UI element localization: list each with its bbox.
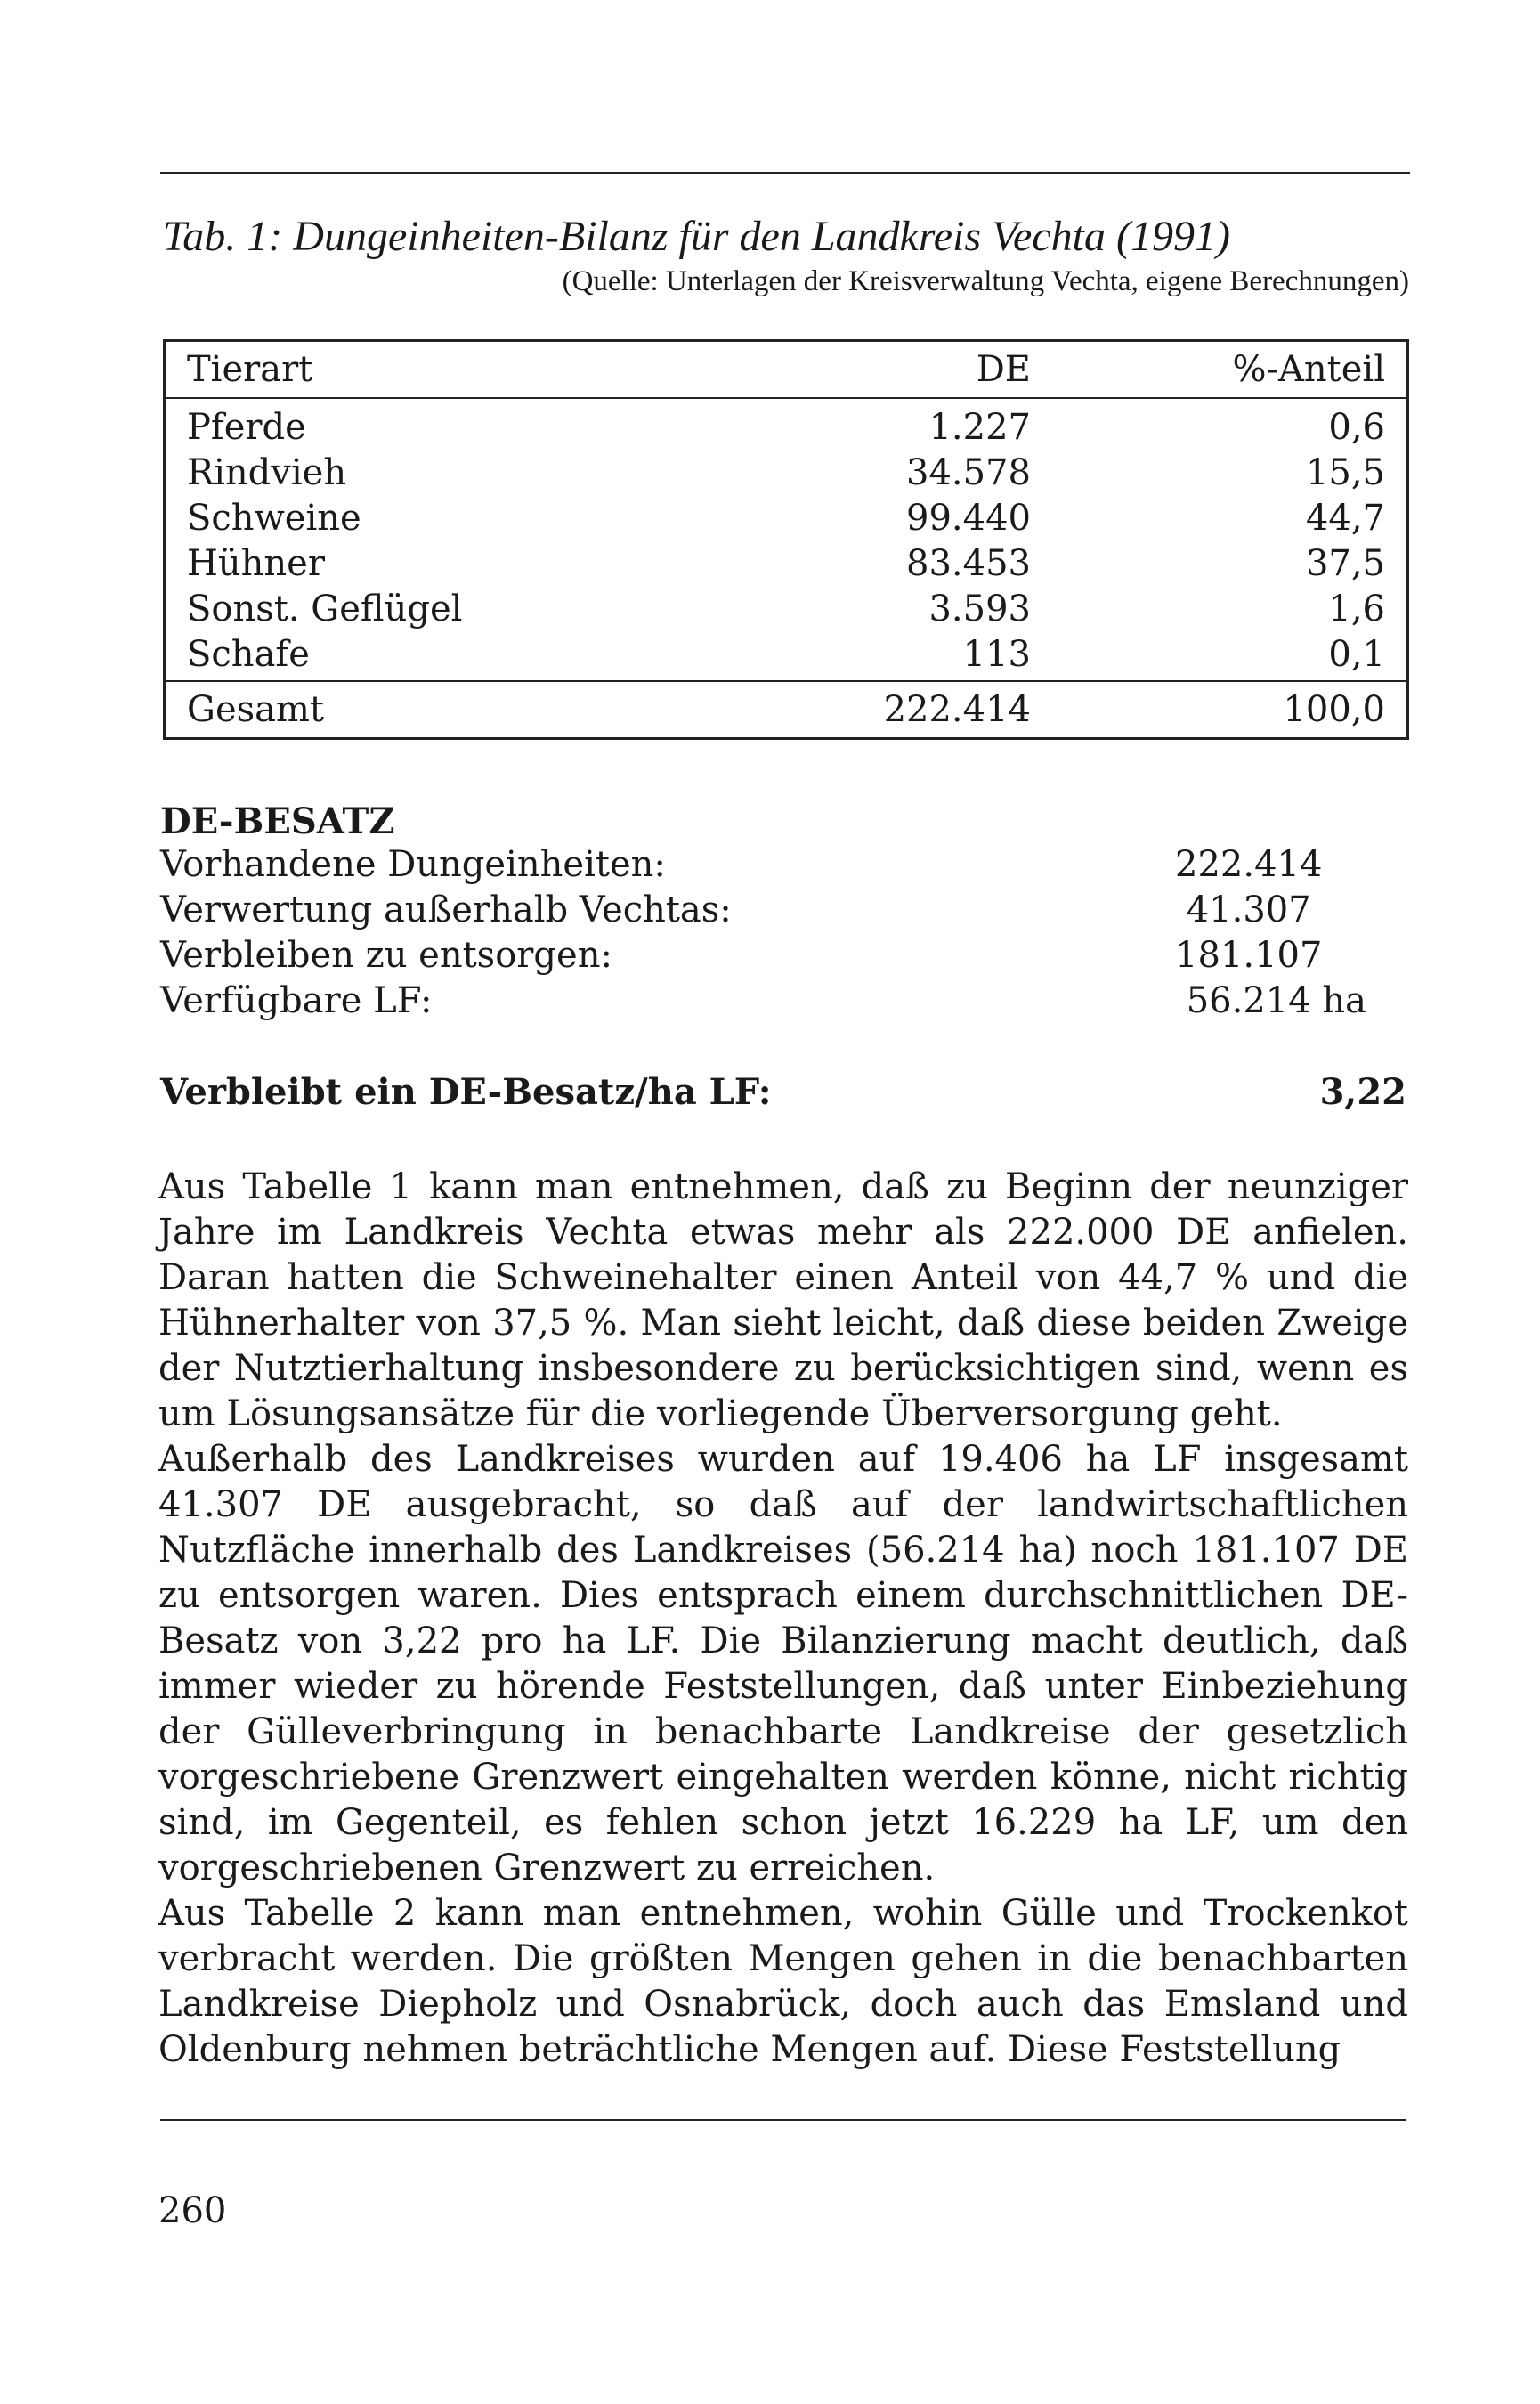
table-caption-source: (Quelle: Unterlagen der Kreisverwaltung Vechta, eigene Berechnungen) (562, 265, 1409, 297)
besatz-value: 181.107 (1175, 935, 1323, 976)
de-besatz-result-value: 3,22 (1319, 1071, 1406, 1113)
paragraph: Aus Tabelle 2 kann man entnehmen, wohin Gülle und Trockenkot verbracht werden. Die größten Mengen gehen in die benachbarten Landkreise Diepholz und Osnabrück, doch auch das Emsland und Oldenburg nehmen beträchtliche Mengen auf. Diese Feststellung (158, 1893, 1408, 2070)
body-text (158, 1165, 1408, 2073)
table-row (165, 586, 1408, 631)
table-row (165, 398, 1408, 450)
total-label: Gesamt (165, 681, 708, 739)
cell-tierart: Schafe (187, 633, 310, 675)
top-rule (160, 172, 1410, 174)
cell-de: 83.453 (906, 542, 1031, 584)
total-anteil: 100,0 (1052, 681, 1408, 739)
cell-anteil: 0,1 (1328, 633, 1385, 675)
cell-de: 3.593 (928, 588, 1031, 629)
list-item (160, 979, 1406, 1024)
table-row (165, 631, 1408, 681)
table-row (165, 540, 1408, 586)
besatz-value: 56.214 ha (1175, 980, 1366, 1021)
cell-de: 99.440 (906, 497, 1031, 539)
besatz-label: Verwertung außerhalb Vechtas: (160, 889, 732, 930)
cell-de: 113 (962, 633, 1031, 675)
paragraph: Aus Tabelle 1 kann man entnehmen, daß zu Beginn der neunziger Jahre im Landkreis Vechta etwas mehr als 222.000 DE anfielen. Daran hatten die Schweinehalter einen Anteil von 44,7 % und die Hühnerhalter von 37,5 %. Man sieht leicht, daß diese beiden Zweige der Nutztierhaltung insbesondere zu berücksichtigen sind, wenn es um Lösungsansätze für die vorliegende Überversorgung geht. (158, 1166, 1408, 1434)
besatz-label: Verfügbare LF: (160, 980, 433, 1021)
table-caption-title: Tab. 1: Dungeinheiten-Bilanz für den Landkreis Vechta (1991) (163, 213, 1230, 260)
list-item (160, 888, 1406, 933)
cell-de: 34.578 (906, 451, 1031, 493)
list-item (160, 933, 1406, 979)
table-total-row (165, 681, 1408, 739)
cell-tierart: Rindvieh (187, 451, 347, 493)
column-header-de: DE (707, 341, 1052, 399)
cell-anteil: 37,5 (1305, 542, 1385, 584)
table-row (165, 495, 1408, 540)
cell-anteil: 1,6 (1328, 588, 1385, 629)
column-header-tierart: Tierart (165, 341, 708, 399)
bottom-rule (160, 2119, 1406, 2121)
dungeinheiten-table (163, 339, 1409, 740)
total-de: 222.414 (707, 681, 1052, 739)
cell-tierart: Hühner (187, 542, 325, 584)
column-header-anteil: %-Anteil (1052, 341, 1408, 399)
cell-tierart: Schweine (187, 497, 361, 539)
cell-anteil: 15,5 (1305, 451, 1385, 493)
de-besatz-list (160, 842, 1406, 1024)
table-row (165, 450, 1408, 495)
page-number: 260 (158, 2190, 227, 2231)
list-item (160, 842, 1406, 888)
de-besatz-result-label: Verbleibt ein DE-Besatz/ha LF: (160, 1071, 772, 1113)
cell-de: 1.227 (928, 406, 1031, 448)
besatz-label: Vorhandene Dungeinheiten: (160, 844, 666, 885)
table-header-row (165, 341, 1408, 399)
paragraph: Außerhalb des Landkreises wurden auf 19.406 ha LF insgesamt 41.307 DE ausgebracht, so daß auf der landwirtschaftlichen Nutzfläche innerhalb des Landkreises (56.214 ha) noch 181.107 DE zu entsorgen waren. Dies entsprach einem durchschnittlichen DE-Besatz von 3,22 pro ha LF. Die Bilanzierung macht deutlich, daß immer wieder zu hörende Feststellungen, daß unter Einbeziehung der Gülleverbringung in benachbarte Landkreise der gesetzlich vorgeschriebene Grenzwert eingehalten werden könne, nicht richtig sind, im Gegenteil, es fehlen schon jetzt 16.229 ha LF, um den vorgeschriebenen Grenzwert zu erreichen. (158, 1439, 1408, 1888)
besatz-label: Verbleiben zu entsorgen: (160, 935, 612, 976)
besatz-value: 222.414 (1175, 844, 1323, 885)
de-besatz-result (160, 1070, 1406, 1115)
cell-tierart: Sonst. Geflügel (187, 588, 463, 629)
cell-anteil: 0,6 (1328, 406, 1385, 448)
cell-tierart: Pferde (187, 406, 306, 448)
de-besatz-heading: DE-BESATZ (160, 800, 395, 842)
cell-anteil: 44,7 (1305, 497, 1385, 539)
besatz-value: 41.307 (1175, 889, 1311, 930)
